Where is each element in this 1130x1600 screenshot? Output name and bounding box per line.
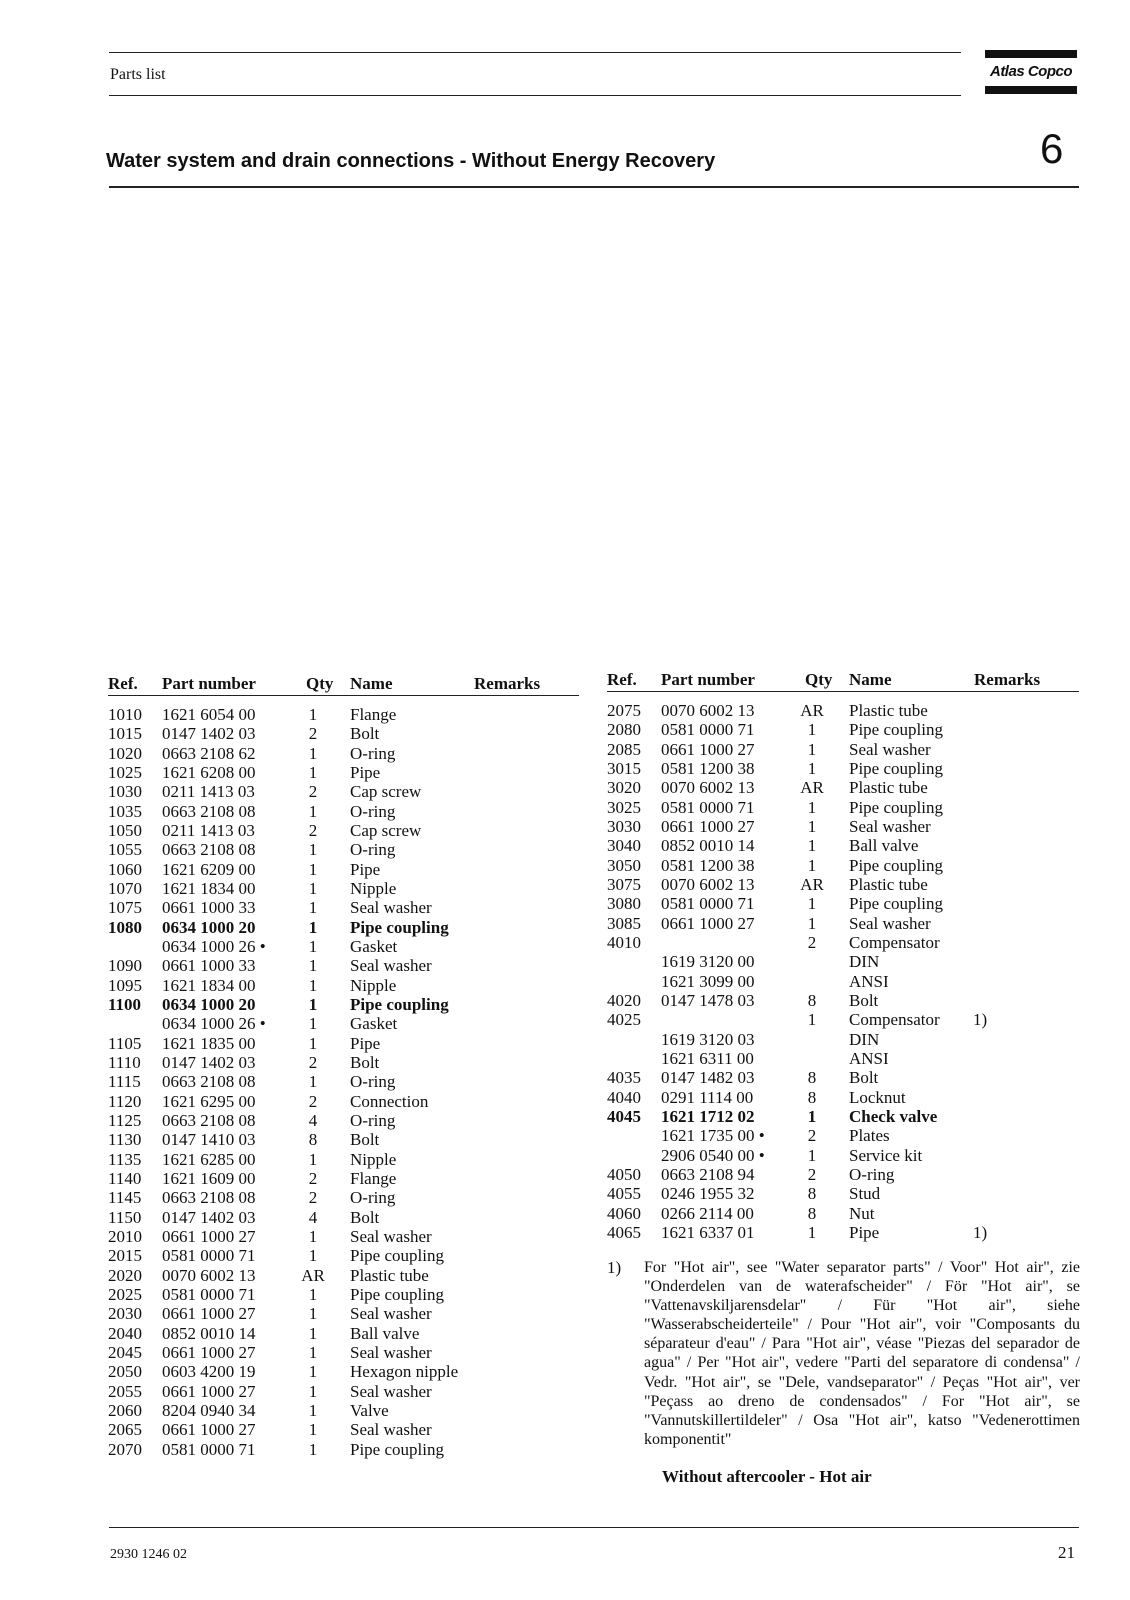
part-number-cell: 0581 0000 71 (162, 1439, 256, 1459)
name-cell: O-ring (350, 1110, 396, 1130)
ref-cell: 3080 (607, 894, 641, 914)
name-cell: Bolt (849, 1068, 879, 1088)
qty-cell: 2 (807, 932, 817, 952)
ref-cell: 4045 (607, 1106, 641, 1126)
left-col-name-header: Name (350, 674, 393, 693)
ref-cell: 4010 (607, 932, 641, 952)
name-cell: Gasket (350, 936, 398, 956)
name-cell: Plastic tube (350, 1265, 429, 1285)
part-number-cell: 0663 2108 08 (162, 1072, 256, 1092)
logo-bar-bottom (985, 86, 1077, 94)
part-number-cell: 0147 1402 03 (162, 724, 256, 744)
name-cell: Ball valve (350, 1323, 420, 1343)
part-number-cell: 0581 0000 71 (661, 894, 755, 914)
title-rule (109, 186, 1079, 188)
part-number-cell: 0661 1000 27 (661, 739, 755, 759)
left-col-part-header: Part number (162, 674, 256, 693)
name-cell: Bolt (350, 1207, 380, 1227)
ref-cell: 4025 (607, 1010, 641, 1030)
ref-cell: 3025 (607, 797, 641, 817)
part-number-cell: 0581 0000 71 (661, 797, 755, 817)
name-cell: Pipe coupling (849, 797, 943, 817)
name-cell: Plastic tube (849, 778, 928, 798)
name-cell: Pipe coupling (350, 1439, 444, 1459)
right-col-name-header: Name (849, 670, 892, 689)
ref-cell: 1125 (108, 1110, 142, 1130)
qty-cell: 2 (308, 1052, 318, 1072)
name-cell: Pipe coupling (350, 1284, 444, 1304)
part-number-cell: 1621 1735 00 • (661, 1126, 765, 1146)
ref-cell: 3040 (607, 836, 641, 856)
part-number-cell: 1619 3120 00 (661, 952, 755, 972)
part-number-cell: 0070 6002 13 (162, 1265, 256, 1285)
name-cell: Pipe (350, 1033, 381, 1053)
qty-cell: 1 (308, 1439, 318, 1459)
ref-cell: 2075 (607, 701, 641, 720)
right-col-ref-header: Ref. (607, 670, 637, 689)
part-number-cell: 0634 1000 20 (162, 994, 256, 1014)
qty-cell: AR (800, 701, 824, 720)
ref-cell: 2020 (108, 1265, 142, 1285)
part-number-cell: 0211 1413 03 (162, 782, 255, 802)
qty-cell: 1 (308, 975, 318, 995)
qty-cell: 8 (807, 1087, 817, 1107)
ref-cell: 4065 (607, 1222, 641, 1242)
part-number-cell: 0634 1000 26 • (162, 936, 266, 956)
ref-cell: 1060 (108, 859, 142, 879)
part-number-cell: 0291 1114 00 (661, 1087, 754, 1107)
qty-cell: 8 (807, 990, 817, 1010)
part-number-cell: 0581 0000 71 (162, 1284, 256, 1304)
qty-cell: 1 (308, 917, 318, 937)
part-number-cell: 1621 6208 00 (162, 762, 256, 782)
qty-cell: 1 (308, 1033, 318, 1053)
name-cell: Nut (849, 1203, 875, 1223)
name-cell: Stud (849, 1184, 881, 1204)
qty-cell: 1 (308, 801, 318, 821)
qty-cell: 1 (308, 840, 318, 860)
name-cell: Bolt (849, 990, 879, 1010)
name-cell: Pipe (350, 762, 381, 782)
name-cell: Cap screw (350, 782, 422, 802)
qty-cell: 1 (308, 994, 318, 1014)
qty-cell: 2 (308, 1168, 318, 1188)
qty-cell: 1 (308, 1342, 318, 1362)
name-cell: O-ring (350, 1072, 396, 1092)
part-number-cell: 1621 6337 01 (661, 1222, 755, 1242)
ref-cell: 1015 (108, 724, 142, 744)
name-cell: Seal washer (849, 816, 931, 836)
name-cell: Nipple (350, 878, 397, 898)
qty-cell: 1 (308, 1014, 318, 1034)
ref-cell: 1105 (108, 1033, 142, 1053)
qty-cell: 2 (807, 1164, 817, 1184)
name-cell: Pipe coupling (350, 917, 449, 937)
name-cell: O-ring (350, 1188, 396, 1208)
qty-cell: 1 (807, 1010, 817, 1030)
qty-cell: 1 (807, 797, 817, 817)
part-number-cell: 0663 2108 08 (162, 840, 256, 860)
ref-cell: 1035 (108, 801, 142, 821)
footnote-subtitle: Without aftercooler - Hot air (662, 1467, 872, 1486)
name-cell: Pipe coupling (350, 1246, 444, 1266)
name-cell: Pipe coupling (849, 758, 943, 778)
ref-cell: 3030 (607, 816, 641, 836)
ref-cell: 1030 (108, 782, 142, 802)
logo-bar-top (985, 50, 1077, 58)
part-number-cell: 1621 6285 00 (162, 1149, 256, 1169)
ref-cell: 1140 (108, 1168, 142, 1188)
section-label: Parts list (110, 66, 166, 83)
part-number-cell: 0661 1000 27 (162, 1226, 256, 1246)
ref-cell: 4055 (607, 1184, 641, 1204)
part-number-cell: 0070 6002 13 (661, 778, 755, 798)
right-header-rule (607, 691, 1079, 692)
chapter-number: 6 (1040, 125, 1064, 172)
qty-cell: 2 (807, 1126, 817, 1146)
part-number-cell: 0147 1402 03 (162, 1052, 256, 1072)
ref-cell: 2025 (108, 1284, 142, 1304)
ref-cell: 1025 (108, 762, 142, 782)
ref-cell: 4050 (607, 1164, 641, 1184)
qty-cell: 1 (308, 1381, 318, 1401)
name-cell: Seal washer (350, 1420, 432, 1440)
ref-cell: 1120 (108, 1091, 142, 1111)
qty-cell: 1 (308, 878, 318, 898)
qty-cell: AR (301, 1265, 325, 1285)
part-number-cell: 0661 1000 27 (162, 1304, 256, 1324)
name-cell: Pipe coupling (849, 720, 943, 740)
qty-cell: 1 (807, 836, 817, 856)
qty-cell: 1 (308, 1400, 318, 1420)
part-number-cell: 0246 1955 32 (661, 1184, 755, 1204)
qty-cell: 1 (807, 758, 817, 778)
name-cell: O-ring (350, 840, 396, 860)
part-number-cell: 0634 1000 26 • (162, 1014, 266, 1034)
part-number-cell: 0663 2108 08 (162, 1188, 256, 1208)
remarks-cell: 1) (973, 1222, 988, 1242)
name-cell: Compensator (849, 1010, 940, 1030)
part-number-cell: 0581 0000 71 (162, 1246, 256, 1266)
qty-cell: 1 (807, 1222, 817, 1242)
part-number-cell: 0266 2114 00 (661, 1203, 754, 1223)
part-number-cell: 0661 1000 33 (162, 956, 256, 976)
qty-cell: 1 (308, 1149, 318, 1169)
name-cell: Flange (350, 705, 397, 724)
qty-cell: 1 (807, 739, 817, 759)
right-col-qty-header: Qty (805, 670, 833, 689)
part-number-cell: 0661 1000 27 (162, 1420, 256, 1440)
ref-cell: 2060 (108, 1400, 142, 1420)
ref-cell: 1150 (108, 1207, 142, 1227)
qty-cell: 1 (807, 1106, 817, 1126)
ref-cell: 3015 (607, 758, 641, 778)
part-number-cell: 2906 0540 00 • (661, 1145, 765, 1165)
qty-cell: 1 (308, 762, 318, 782)
qty-cell: 1 (308, 1362, 318, 1382)
brand-logo (985, 50, 1077, 94)
name-cell: Hexagon nipple (350, 1362, 459, 1382)
footnote-text: For "Hot air", see "Water separator parts" / Voor" Hot air", zie "Onderdelen van de waterafscheider" / För "Hot air", se "Vattenavskiljarensdelar" / Für "Hot air", siehe "Wasserabscheiderteile" / Pour "Hot air", voir "Composants du séparateur d'eau" / Para "Hot air", véase "Piezas del separador de agua" / Per "Hot air", vedere "Parti del separatore di condensa" / Vedr. "Hot air", se "Dele, vandseparator" / Peças "Hot air", ver "Peçass ao dreno de condensados" / For "Hot air", se "Vannutskillertildeler" / Osa "Hot air", katso "Vedenerottimen komponentit" (644, 1259, 1080, 1448)
ref-cell: 2045 (108, 1342, 142, 1362)
name-cell: Seal washer (849, 913, 931, 933)
qty-cell: 1 (308, 1226, 318, 1246)
ref-cell: 2065 (108, 1420, 142, 1440)
name-cell: Seal washer (350, 956, 432, 976)
qty-cell: 2 (308, 820, 318, 840)
ref-cell: 2030 (108, 1304, 142, 1324)
footer-rule (109, 1527, 1079, 1528)
qty-cell: 1 (308, 743, 318, 763)
part-number-cell: 0147 1482 03 (661, 1068, 755, 1088)
ref-cell: 1055 (108, 840, 142, 860)
name-cell: Bolt (350, 1052, 380, 1072)
header-rule-bottom (109, 95, 961, 96)
ref-cell: 2070 (108, 1439, 142, 1459)
qty-cell: 2 (308, 782, 318, 802)
name-cell: Nipple (350, 975, 397, 995)
footnote-marker: 1) (607, 1258, 622, 1277)
qty-cell: 1 (308, 1072, 318, 1092)
name-cell: O-ring (350, 801, 396, 821)
part-number-cell: 0211 1413 03 (162, 820, 255, 840)
part-number-cell: 0663 2108 62 (162, 743, 256, 763)
qty-cell: 1 (308, 936, 318, 956)
name-cell: Cap screw (350, 820, 422, 840)
name-cell: O-ring (350, 743, 396, 763)
part-number-cell: 0661 1000 27 (661, 913, 755, 933)
ref-cell: 1100 (108, 994, 142, 1014)
name-cell: DIN (849, 1029, 880, 1049)
ref-cell: 1080 (108, 917, 142, 937)
part-number-cell: 0147 1402 03 (162, 1207, 256, 1227)
qty-cell: 4 (308, 1110, 318, 1130)
ref-cell: 4040 (607, 1087, 641, 1107)
part-number-cell: 0070 6002 13 (661, 874, 755, 894)
qty-cell: 1 (308, 859, 318, 879)
ref-cell: 1070 (108, 878, 142, 898)
qty-cell: 8 (308, 1130, 318, 1150)
name-cell: Plastic tube (849, 874, 928, 894)
name-cell: Pipe (350, 859, 381, 879)
part-number-cell: 0661 1000 27 (162, 1342, 256, 1362)
part-number-cell: 0634 1000 20 (162, 917, 256, 937)
qty-cell: 1 (308, 898, 318, 918)
qty-cell: 1 (308, 1323, 318, 1343)
qty-cell: 1 (308, 956, 318, 976)
ref-cell: 3020 (607, 778, 641, 798)
name-cell: Pipe coupling (350, 994, 449, 1014)
name-cell: Pipe coupling (849, 894, 943, 914)
page-title: Water system and drain connections - Without Energy Recovery (106, 150, 716, 172)
part-number-cell: 0663 2108 94 (661, 1164, 755, 1184)
ref-cell: 1135 (108, 1149, 142, 1169)
left-col-qty-header: Qty (306, 674, 334, 693)
qty-cell: 1 (807, 913, 817, 933)
name-cell: Plates (849, 1126, 890, 1146)
part-number-cell: 0852 0010 14 (661, 836, 755, 856)
part-number-cell: 8204 0940 34 (162, 1400, 256, 1420)
qty-cell: 1 (308, 705, 318, 724)
qty-cell: 1 (807, 855, 817, 875)
part-number-cell: 1621 1609 00 (162, 1168, 256, 1188)
name-cell: Locknut (849, 1087, 906, 1107)
name-cell: Pipe coupling (849, 855, 943, 875)
ref-cell: 2015 (108, 1246, 142, 1266)
name-cell: Bolt (350, 1130, 380, 1150)
name-cell: Nipple (350, 1149, 397, 1169)
qty-cell: 1 (807, 1145, 817, 1165)
qty-cell: 2 (308, 1091, 318, 1111)
name-cell: Seal washer (350, 1381, 432, 1401)
name-cell: Ball valve (849, 836, 919, 856)
qty-cell: 8 (807, 1203, 817, 1223)
qty-cell: 8 (807, 1184, 817, 1204)
part-number-cell: 1621 6311 00 (661, 1048, 754, 1068)
qty-cell: 1 (308, 1420, 318, 1440)
right-col-part-header: Part number (661, 670, 755, 689)
ref-cell: 1050 (108, 820, 142, 840)
name-cell: ANSI (849, 1048, 889, 1068)
qty-cell: 1 (308, 1284, 318, 1304)
name-cell: O-ring (849, 1164, 895, 1184)
ref-cell: 1115 (108, 1072, 141, 1092)
part-number-cell: 1621 1834 00 (162, 975, 256, 995)
part-number-cell: 1619 3120 03 (661, 1029, 755, 1049)
ref-cell: 3085 (607, 913, 641, 933)
page-number: 21 (1058, 1543, 1075, 1562)
part-number-cell: 1621 6054 00 (162, 705, 256, 724)
qty-cell: 2 (308, 1188, 318, 1208)
part-number-cell: 1621 1834 00 (162, 878, 256, 898)
ref-cell: 3075 (607, 874, 641, 894)
part-number-cell: 0581 1200 38 (661, 855, 755, 875)
name-cell: Pipe (849, 1222, 880, 1242)
ref-cell: 1020 (108, 743, 142, 763)
name-cell: Connection (350, 1091, 429, 1111)
ref-cell: 1095 (108, 975, 142, 995)
ref-cell: 4035 (607, 1068, 641, 1088)
name-cell: DIN (849, 952, 880, 972)
part-number-cell: 1621 6209 00 (162, 859, 256, 879)
ref-cell: 2055 (108, 1381, 142, 1401)
name-cell: Check valve (849, 1106, 938, 1126)
ref-cell: 2050 (108, 1362, 142, 1382)
name-cell: Bolt (350, 724, 380, 744)
name-cell: ANSI (849, 971, 889, 991)
part-number-cell: 0603 4200 19 (162, 1362, 256, 1382)
part-number-cell: 0663 2108 08 (162, 1110, 256, 1130)
document-number: 2930 1246 02 (110, 1547, 187, 1562)
name-cell: Seal washer (350, 1226, 432, 1246)
ref-cell: 4020 (607, 990, 641, 1010)
part-number-cell: 0663 2108 08 (162, 801, 256, 821)
ref-cell: 2085 (607, 739, 641, 759)
part-number-cell: 0581 0000 71 (661, 720, 755, 740)
part-number-cell: 1621 3099 00 (661, 971, 755, 991)
qty-cell: 1 (807, 720, 817, 740)
part-number-cell: 0661 1000 33 (162, 898, 256, 918)
qty-cell: 2 (308, 724, 318, 744)
ref-cell: 1145 (108, 1188, 142, 1208)
part-number-cell: 1621 6295 00 (162, 1091, 256, 1111)
name-cell: Seal washer (350, 1342, 432, 1362)
part-number-cell: 1621 1712 02 (661, 1106, 755, 1126)
name-cell: Seal washer (849, 739, 931, 759)
remarks-cell: 1) (973, 1010, 988, 1030)
name-cell: Compensator (849, 932, 940, 952)
name-cell: Valve (350, 1400, 389, 1420)
name-cell: Seal washer (350, 898, 432, 918)
qty-cell: 1 (308, 1304, 318, 1324)
ref-cell: 1010 (108, 705, 142, 724)
left-col-ref-header: Ref. (108, 674, 138, 693)
part-number-cell: 0147 1410 03 (162, 1130, 256, 1150)
header-rule-top (109, 52, 961, 53)
part-number-cell: 0581 1200 38 (661, 758, 755, 778)
qty-cell: 8 (807, 1068, 817, 1088)
part-number-cell: 1621 1835 00 (162, 1033, 256, 1053)
name-cell: Flange (350, 1168, 397, 1188)
ref-cell: 1110 (108, 1052, 141, 1072)
part-number-cell: 0661 1000 27 (661, 816, 755, 836)
part-number-cell: 0661 1000 27 (162, 1381, 256, 1401)
ref-cell: 1130 (108, 1130, 142, 1150)
brand-wordmark: Atlas Copco (989, 63, 1072, 80)
left-col-remarks-header: Remarks (474, 674, 541, 693)
qty-cell: 1 (807, 816, 817, 836)
name-cell: Service kit (849, 1145, 923, 1165)
left-header-rule (108, 695, 579, 696)
name-cell: Gasket (350, 1014, 398, 1034)
name-cell: Plastic tube (849, 701, 928, 720)
ref-cell: 4060 (607, 1203, 641, 1223)
part-number-cell: 0147 1478 03 (661, 990, 755, 1010)
qty-cell: 4 (308, 1207, 318, 1227)
qty-cell: 1 (807, 894, 817, 914)
right-col-remarks-header: Remarks (974, 670, 1041, 689)
ref-cell: 2080 (607, 720, 641, 740)
part-number-cell: 0852 0010 14 (162, 1323, 256, 1343)
ref-cell: 2040 (108, 1323, 142, 1343)
qty-cell: AR (800, 874, 824, 894)
ref-cell: 2010 (108, 1226, 142, 1246)
qty-cell: AR (800, 778, 824, 798)
name-cell: Seal washer (350, 1304, 432, 1324)
qty-cell: 1 (308, 1246, 318, 1266)
ref-cell: 3050 (607, 855, 641, 875)
part-number-cell: 0070 6002 13 (661, 701, 755, 720)
ref-cell: 1075 (108, 898, 142, 918)
ref-cell: 1090 (108, 956, 142, 976)
